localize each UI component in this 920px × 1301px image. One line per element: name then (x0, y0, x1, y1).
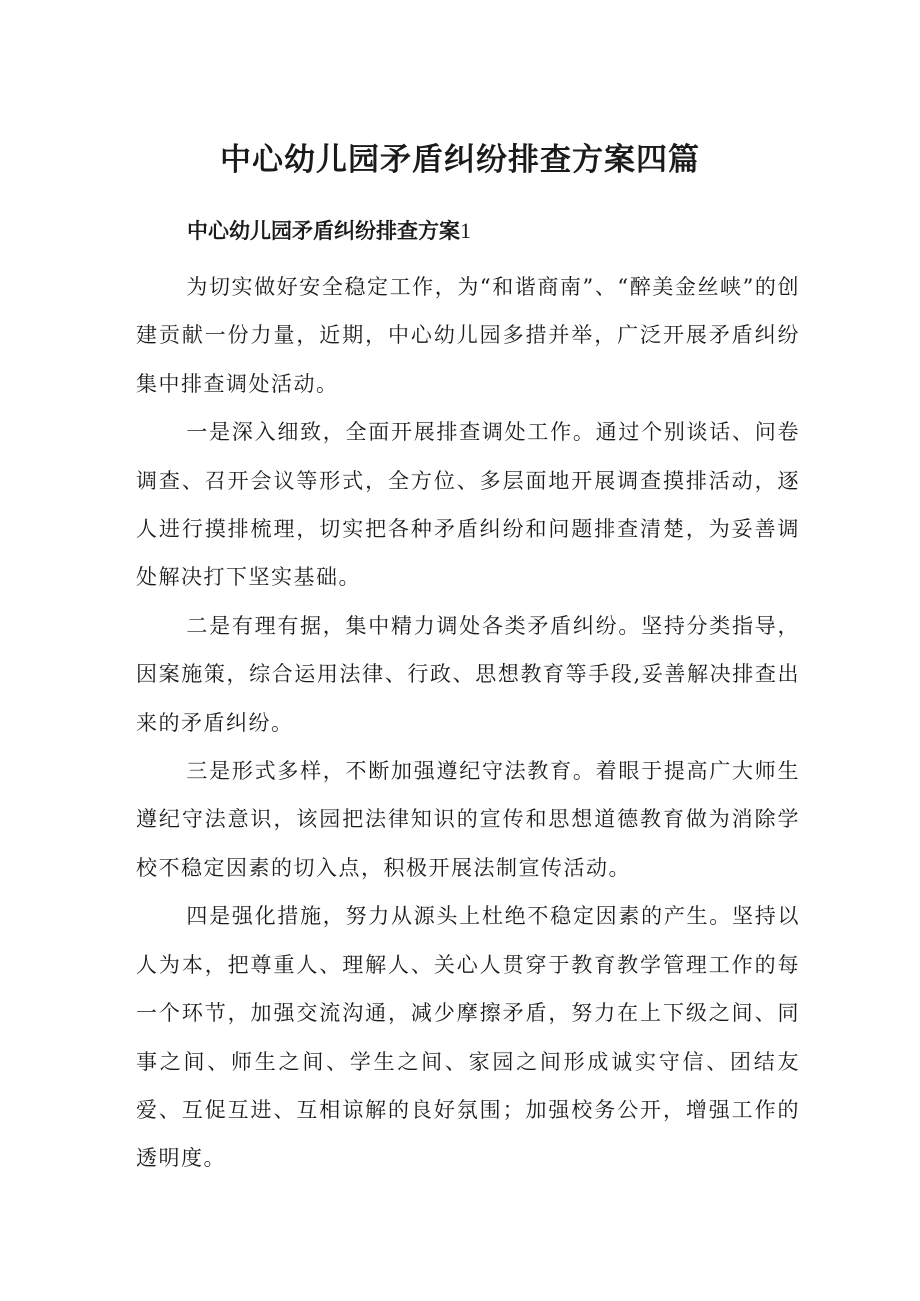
paragraph-point-one: 一是深入细致，全面开展排查调处工作。通过个别谈话、问卷调查、召开会议等形式，全方位、多层面地开展调查摸排活动，逐人进行摸排梳理，切实把各种矛盾纠纷和问题排查清楚，为妥善调处解决打下坚实基础。 (136, 420, 800, 590)
paragraph-point-four: 四是强化措施，努力从源头上杜绝不稳定因素的产生。坚持以人为本，把尊重人、理解人、关心人贯穿于教育教学管理工作的每一个环节，加强交流沟通，减少摩擦矛盾，努力在上下级之间、同事之间、师生之间、学生之间、家园之间形成诚实守信、团结友爱、互促互进、互相谅解的良好氛围；加强校务公开，增强工作的透明度。 (136, 904, 800, 1171)
document-title: 中心幼儿园矛盾纠纷排查方案四篇 (220, 142, 700, 178)
section-heading (187, 213, 471, 249)
paragraph-point-three: 三是形式多样，不断加强遵纪守法教育。着眼于提高广大师生遵纪守法意识，该园把法律知识的宣传和思想道德教育做为消除学校不稳定因素的切入点，积极开展法制宣传活动。 (136, 759, 800, 880)
section-number: 1 (460, 218, 471, 243)
paragraph-point-two: 二是有理有据，集中精力调处各类矛盾纠纷。坚持分类指导，因案施策，综合运用法律、行政、思想教育等手段,妥善解决排查出来的矛盾纠纷。 (136, 613, 800, 735)
section-heading-text: 中心幼儿园矛盾纠纷排查方案 (187, 219, 460, 243)
paragraph-intro: 为切实做好安全稳定工作，为“和谐商南”、“醉美金丝峡”的创建贡献一份力量，近期，中心幼儿园多措并举，广泛开展矛盾纠纷集中排查调处活动。 (136, 275, 800, 396)
document-body (136, 263, 800, 1183)
